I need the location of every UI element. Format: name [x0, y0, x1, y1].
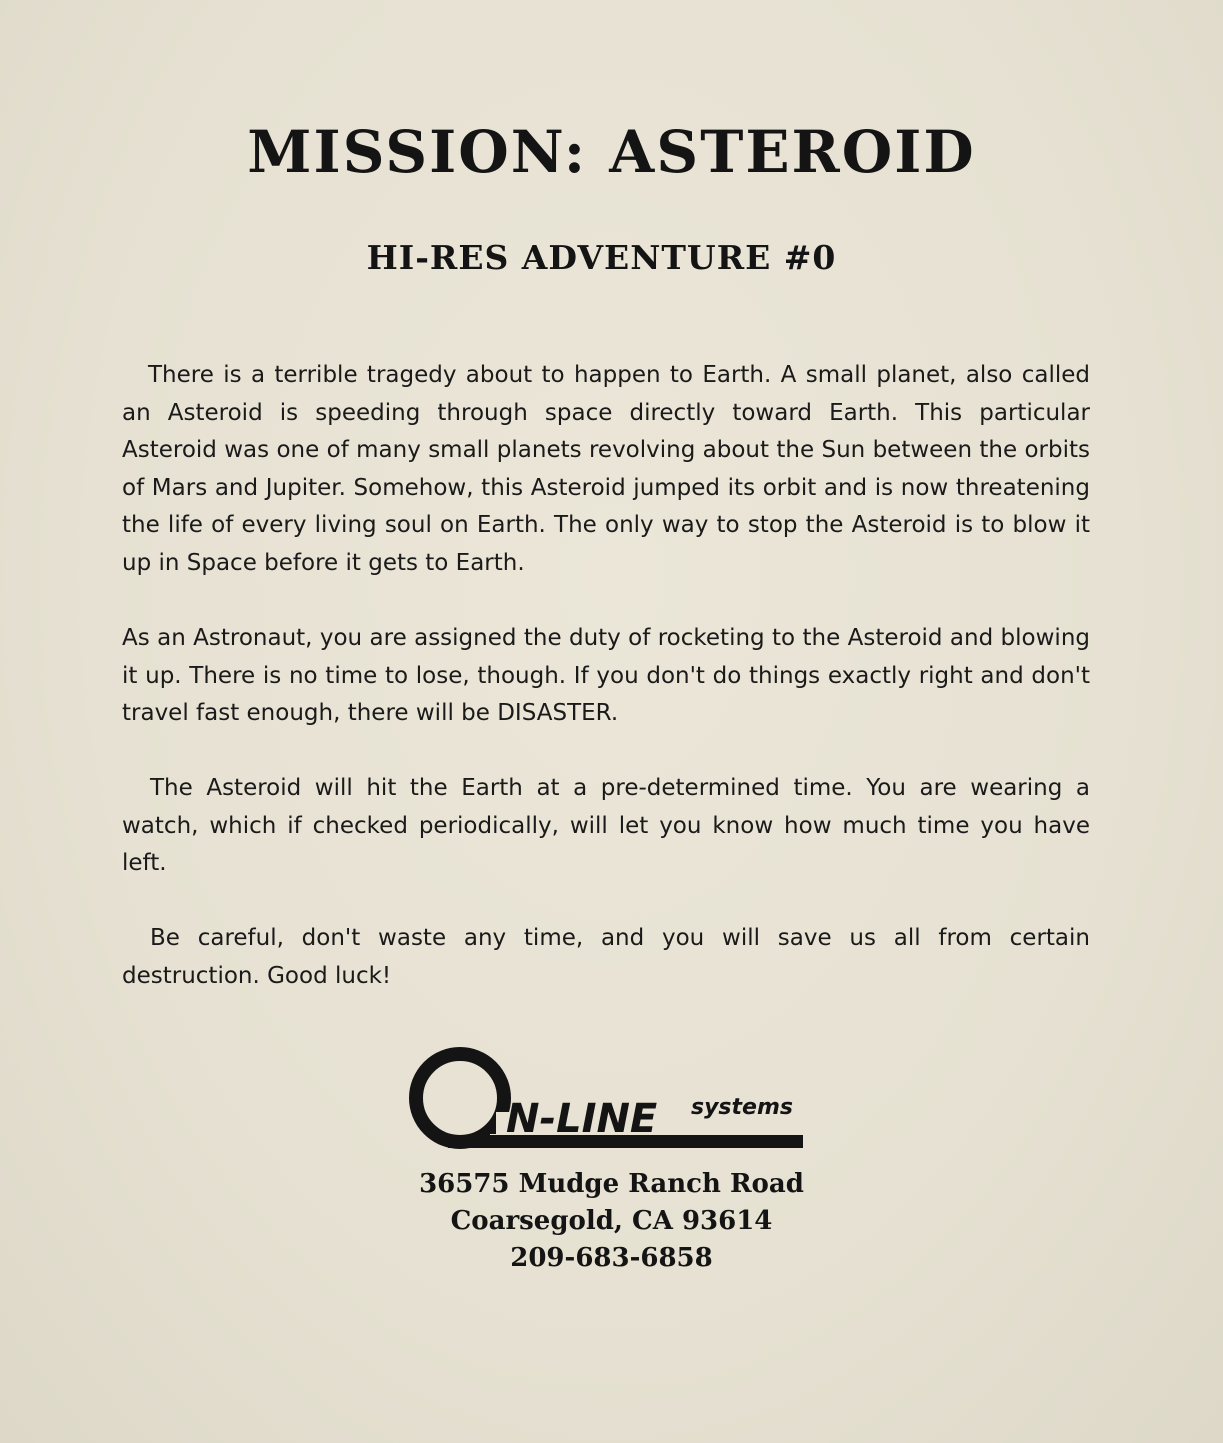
address-city: Coarsegold, CA 93614 [450, 1206, 773, 1236]
phone-number: 209-683-6858 [510, 1243, 713, 1273]
paragraph-closing: Be careful, don't waste any time, and you will save us all from certain destruction. Good luck! [122, 925, 1090, 989]
on-line-systems-logo [408, 1046, 808, 1164]
logo-main-text: N-LINE [506, 1096, 658, 1142]
address-street: 36575 Mudge Ranch Road [419, 1169, 804, 1199]
paragraph-mission: As an Astronaut, you are assigned the duty of rocketing to the Asteroid and blowing it up. There is no time to lose, though. If you don't do things exactly right and don't travel fast enough, there will be DISASTER. [122, 625, 1090, 726]
logo-o-ring [416, 1054, 504, 1142]
logo-sub-text: systems [691, 1095, 793, 1120]
page-subtitle: HI-RES ADVENTURE #0 [366, 238, 837, 277]
publisher-address [0, 1166, 1223, 1277]
page-title: MISSION: ASTEROID [247, 118, 976, 186]
paragraph-intro: There is a terrible tragedy about to happen to Earth. A small planet, also called an Asteroid is speeding through space directly toward Earth. This particular Asteroid was one of many small planets revolving about the Sun between the orbits of Mars and Jupiter. Somehow, this Asteroid jumped its orbit and is now threatening the life of every living soul on Earth. The only way to stop the Asteroid is to blow it up in Space before it gets to Earth. [122, 362, 1090, 576]
paragraph-watch: The Asteroid will hit the Earth at a pre-determined time. You are wearing a watch, which if checked periodically, will let you know how much time you have left. [122, 775, 1090, 876]
